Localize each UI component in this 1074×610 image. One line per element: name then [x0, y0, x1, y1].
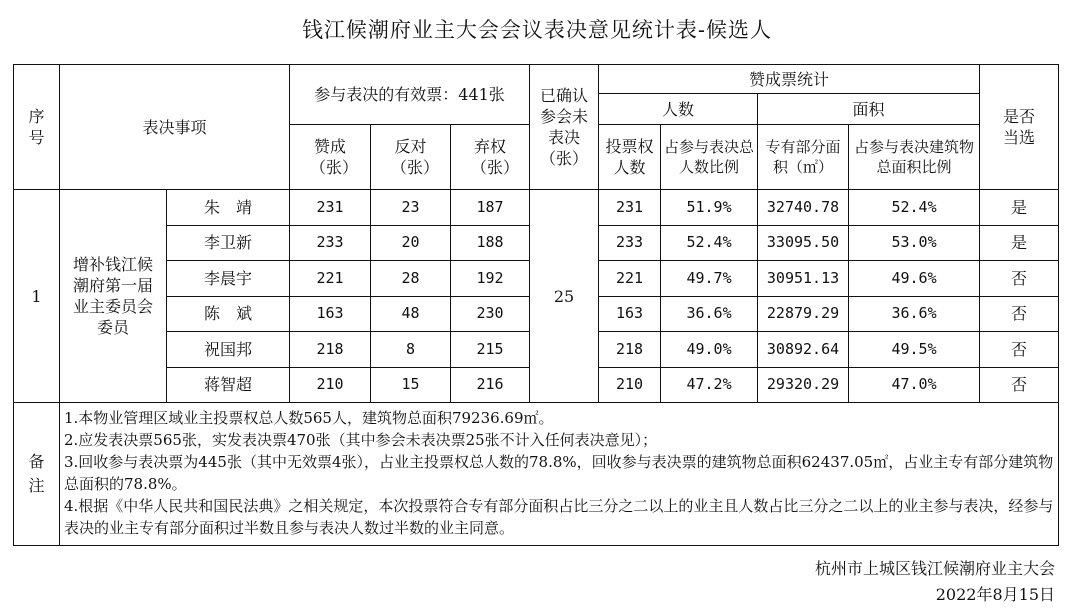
header-people: 人数: [599, 94, 758, 125]
vote-statistics-table: [13, 64, 1059, 546]
people-ratio-cell: 49.7%: [661, 261, 758, 297]
people-ratio-cell: 47.2%: [661, 367, 758, 403]
people-ratio-cell: 36.6%: [661, 296, 758, 332]
elected-cell: 否: [980, 332, 1059, 368]
abstain-cell: 188: [451, 225, 530, 261]
people-ratio-cell: 49.0%: [661, 332, 758, 368]
elected-cell: 否: [980, 296, 1059, 332]
candidate-name: 朱 靖: [167, 190, 290, 226]
area-cell: 30892.64: [758, 332, 849, 368]
header-no: 序号: [14, 65, 60, 190]
area-cell: 33095.50: [758, 225, 849, 261]
candidate-name: 蒋智超: [167, 367, 290, 403]
row-item: 增补钱江候潮府第一届业主委员会委员: [60, 190, 167, 403]
oppose-cell: 15: [371, 367, 451, 403]
header-valid-votes: 参与表决的有效票：441张: [290, 65, 530, 125]
row-no: 1: [14, 190, 60, 403]
area-ratio-cell: 49.6%: [849, 261, 980, 297]
vote-count-cell: 163: [599, 296, 661, 332]
remark-item: 1.本物业管理区域业主投票权总人数565人，建筑物总面积79236.69㎡。: [64, 409, 554, 427]
elected-cell: 是: [980, 225, 1059, 261]
area-ratio-cell: 53.0%: [849, 225, 980, 261]
remarks-label: 备注: [14, 403, 60, 546]
header-area: 面积: [758, 94, 980, 125]
remarks-row: [14, 403, 1059, 546]
vote-count-cell: 233: [599, 225, 661, 261]
header-elected: 是否当选: [980, 65, 1059, 190]
elected-cell: 否: [980, 261, 1059, 297]
confirmed-absent-cell: 25: [530, 190, 599, 403]
abstain-cell: 215: [451, 332, 530, 368]
abstain-cell: 192: [451, 261, 530, 297]
header-vote-count: 投票权人数: [599, 125, 661, 190]
header-confirmed-absent: 已确认参会未表决（张）: [530, 65, 599, 190]
oppose-cell: 48: [371, 296, 451, 332]
area-ratio-cell: 49.5%: [849, 332, 980, 368]
abstain-cell: 230: [451, 296, 530, 332]
page-title: 钱江候潮府业主大会会议表决意见统计表-候选人: [301, 18, 773, 42]
table-row: [14, 190, 1059, 226]
area-ratio-cell: 52.4%: [849, 190, 980, 226]
vote-count-cell: 231: [599, 190, 661, 226]
candidate-name: 祝国邦: [167, 332, 290, 368]
oppose-cell: 8: [371, 332, 451, 368]
vote-count-cell: 218: [599, 332, 661, 368]
area-ratio-cell: 36.6%: [849, 296, 980, 332]
footer-date: 2022年8月15日: [935, 585, 1055, 604]
approve-cell: 218: [290, 332, 371, 368]
footer-organization: 杭州市上城区钱江候潮府业主大会: [814, 559, 1055, 578]
approve-cell: 231: [290, 190, 371, 226]
approve-cell: 233: [290, 225, 371, 261]
candidate-name: 陈 斌: [167, 296, 290, 332]
header-area-ratio: 占参与表决建筑物总面积比例: [849, 125, 980, 190]
area-cell: 30951.13: [758, 261, 849, 297]
header-people-ratio: 占参与表决总人数比例: [661, 125, 758, 190]
approve-cell: 210: [290, 367, 371, 403]
people-ratio-cell: 52.4%: [661, 225, 758, 261]
header-item: 表决事项: [60, 65, 290, 190]
vote-count-cell: 221: [599, 261, 661, 297]
oppose-cell: 23: [371, 190, 451, 226]
approve-cell: 221: [290, 261, 371, 297]
area-cell: 29320.29: [758, 367, 849, 403]
header-abstain: 弃权（张）: [451, 125, 530, 190]
oppose-cell: 20: [371, 225, 451, 261]
elected-cell: 是: [980, 190, 1059, 226]
remark-item: 3.回收参与表决票为445张（其中无效票4张），占业主投票权总人数的78.8%，回收参与表决票的建筑物总面积62437.05㎡，占业主专有部分建筑物总面积的78.8%。: [64, 453, 1054, 493]
people-ratio-cell: 51.9%: [661, 190, 758, 226]
approve-cell: 163: [290, 296, 371, 332]
elected-cell: 否: [980, 367, 1059, 403]
abstain-cell: 216: [451, 367, 530, 403]
header-approve: 赞成（张）: [290, 125, 371, 190]
header-approve-stats: 赞成票统计: [599, 65, 980, 94]
oppose-cell: 28: [371, 261, 451, 297]
header-oppose: 反对（张）: [371, 125, 451, 190]
area-ratio-cell: 47.0%: [849, 367, 980, 403]
remark-item: 2.应发表决票565张，实发表决票470张（其中参会未表决票25张不计入任何表决意见）；: [64, 431, 658, 449]
area-cell: 22879.29: [758, 296, 849, 332]
abstain-cell: 187: [451, 190, 530, 226]
vote-count-cell: 210: [599, 367, 661, 403]
remarks-content: [60, 403, 1059, 546]
remark-item: 4.根据《中华人民共和国民法典》之相关规定，本次投票符合专有部分面积占比三分之二以上的业主且人数占比三分之二以上的业主参与表决，经参与表决的业主专有部分面积过半数且参与表决人数过半数的业主同意。: [64, 497, 1054, 537]
candidate-name: 李晨宇: [167, 261, 290, 297]
area-cell: 32740.78: [758, 190, 849, 226]
header-private-area: 专有部分面积（㎡）: [758, 125, 849, 190]
candidate-name: 李卫新: [167, 225, 290, 261]
